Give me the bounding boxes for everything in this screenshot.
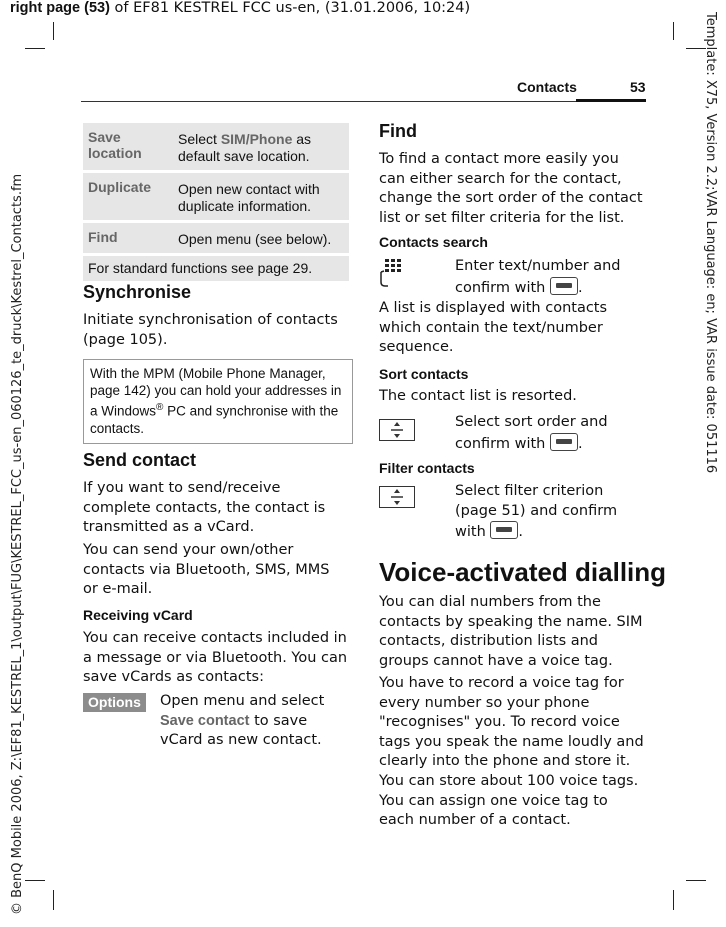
voice-text-1: You can dial numbers from the contacts by speaking the name. SIM contacts, distribution lists and groups cannot have a voice tag. — [379, 594, 643, 669]
table-row — [83, 223, 349, 253]
crop-mark — [53, 890, 54, 910]
crop-mark — [53, 22, 54, 40]
crop-mark — [686, 880, 706, 881]
option-key: Duplicate — [88, 179, 152, 195]
center-key-icon — [550, 277, 578, 295]
center-key-icon — [550, 433, 578, 451]
heading-filter-contacts: Filter contacts — [379, 460, 475, 476]
heading-send-contact: Send contact — [83, 450, 197, 470]
search-result-text: A list is displayed with contacts which contain the text/number sequence. — [379, 300, 608, 355]
mpm-note: With the MPM (Mobile Phone Manager, page 142) you can hold your addresses in a Windows® PC and synchronise with the contacts. — [83, 359, 353, 444]
heading-voice-dialling: Voice-activated dialling — [379, 557, 667, 587]
search-step: Enter text/number and confirm with . — [455, 258, 621, 296]
option-key: Save location — [88, 129, 142, 161]
table-footer: For standard functions see page 29. — [83, 256, 349, 281]
heading-receiving-vcard: Receiving vCard — [83, 607, 193, 623]
navigation-key-icon — [379, 419, 415, 445]
voice-text-3: You can store about 100 voice tags. You can assign one voice tag to each number of a contact. — [379, 773, 639, 828]
options-desc: Open menu and select Save contact to save vCard as new contact. — [160, 693, 325, 748]
side-template-info: Template: X75, Version 2.2;VAR Language: en; VAR issue date: 051116 — [703, 12, 718, 474]
page-ref: right page (53) — [10, 0, 110, 16]
keypad-icon — [379, 258, 403, 292]
crop-mark — [25, 880, 45, 881]
heading-sort-contacts: Sort contacts — [379, 366, 469, 382]
side-copyright-path: © BenQ Mobile 2006, Z:\EF81_KESTREL_1\output\FUG\KESTREL_FCC_us-en_060126_te_druck\Kestrel_Contacts.fm — [10, 173, 25, 915]
table-row — [83, 173, 349, 220]
header-rule — [81, 101, 646, 102]
crop-mark — [673, 22, 674, 40]
heading-find: Find — [379, 121, 417, 141]
sort-text: The contact list is resorted. — [379, 388, 577, 404]
receive-text: You can receive contacts included in a message or via Bluetooth. You can save vCards as contacts: — [83, 630, 348, 685]
sort-step: Select sort order and confirm with . — [455, 414, 608, 452]
option-desc: Select SIM/Phone as default save location. — [178, 131, 312, 164]
crop-mark — [25, 48, 45, 49]
send-text-1: If you want to send/receive complete contacts, the contact is transmitted as a vCard. — [83, 480, 326, 535]
page-number: 53 — [630, 79, 646, 95]
header-rule-accent — [576, 99, 646, 102]
send-text-2: You can send your own/other contacts via Bluetooth, SMS, MMS or e-mail. — [83, 542, 330, 597]
filter-step: Select filter criterion (page 51) and confirm with . — [455, 483, 618, 540]
voice-text-2: You have to record a voice tag for every number so your phone "recognises" you. To record voice tags you speak the name loudly and clearly into the phone and store it. — [379, 675, 644, 769]
options-table — [83, 123, 349, 281]
heading-synchronise: Synchronise — [83, 282, 192, 302]
find-text: To find a contact more easily you can either search for the contact, change the sort order of the contact list or set filter criteria for the list. — [379, 151, 643, 226]
table-row — [83, 123, 349, 170]
heading-contacts-search: Contacts search — [379, 234, 488, 250]
option-desc: Open menu (see below). — [178, 231, 332, 247]
option-desc: Open new contact with duplicate information. — [178, 181, 320, 214]
sync-text: Initiate synchronisation of contacts (page 105). — [83, 312, 338, 348]
navigation-key-icon — [379, 486, 415, 512]
options-softkey[interactable]: Options — [83, 692, 146, 712]
running-header-title: Contacts — [517, 79, 577, 95]
print-meta-line — [10, 0, 470, 16]
crop-mark — [673, 890, 674, 910]
option-key: Find — [88, 229, 118, 245]
file-info: of EF81 KESTREL FCC us-en, (31.01.2006, 10:24) — [109, 0, 471, 16]
center-key-icon — [490, 521, 518, 539]
